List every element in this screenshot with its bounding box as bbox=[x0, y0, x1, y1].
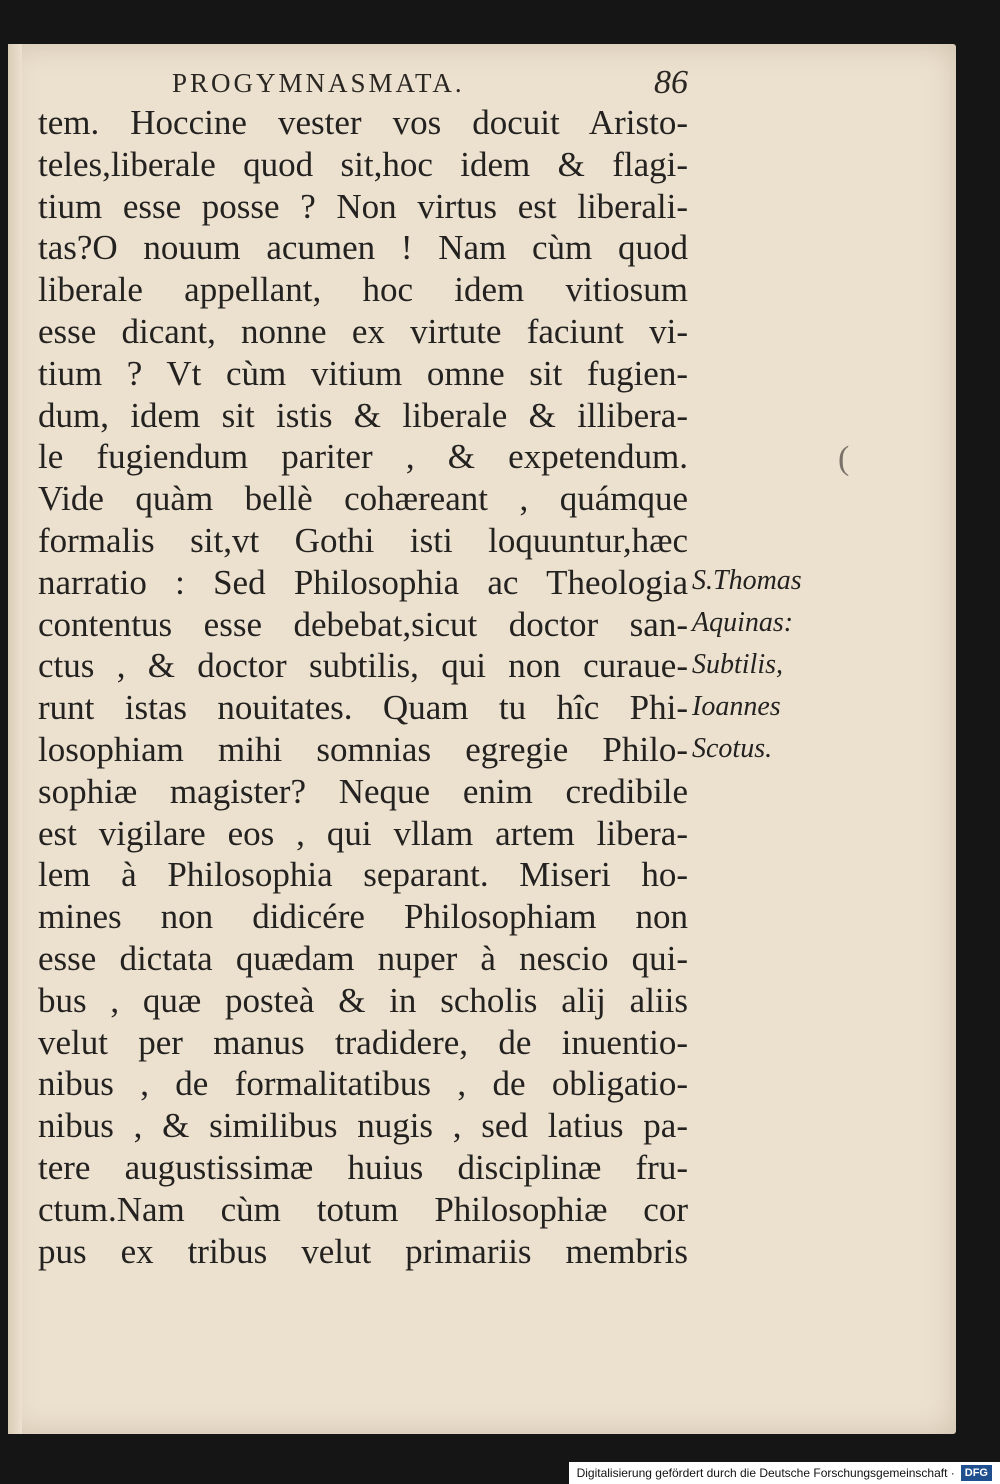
text-line: velut per manus tradidere, de inuentio- bbox=[38, 1022, 688, 1062]
digitization-credit bbox=[569, 1462, 1000, 1484]
text-line: ctus , & doctor subtilis, qui non curaue- bbox=[38, 646, 688, 686]
text-line: Vide quàm bellè cohæreant , quámque bbox=[38, 479, 688, 519]
text-line: losophiam mihi somnias egregie Philo- bbox=[38, 729, 688, 769]
text-line: runt istas nouitates. Quam tu hîc Phi- bbox=[38, 688, 688, 728]
dfg-logo: DFG bbox=[961, 1465, 992, 1481]
text-line: nibus , de formalitatibus , de obligatio- bbox=[38, 1064, 688, 1104]
text-line: sophiæ magister? Neque enim credibile bbox=[38, 771, 688, 811]
margin-note: Aquinas: bbox=[692, 607, 794, 638]
page-number: 86 bbox=[654, 64, 688, 101]
margin-note: Subtilis, bbox=[692, 649, 784, 680]
text-line: contentus esse debebat,sicut doctor san- bbox=[38, 604, 688, 644]
text-line: nibus , & similibus nugis , sed latius pa- bbox=[38, 1106, 688, 1146]
text-line: narratio : Sed Philosophia ac Theologia bbox=[38, 562, 688, 602]
text-line: esse dicant, nonne ex virtute faciunt vi- bbox=[38, 311, 688, 351]
text-line: tem. Hoccine vester vos docuit Aristo- bbox=[38, 103, 688, 142]
text-line: mines non didicére Philosophiam non bbox=[38, 897, 688, 937]
text-line: le fugiendum pariter , & expetendum. bbox=[38, 437, 688, 477]
text-line: tium esse posse ? Non virtus est liberali- bbox=[38, 186, 688, 226]
text-line: tere augustissimæ huius disciplinæ fru- bbox=[38, 1147, 688, 1187]
margin-note: S.Thomas bbox=[692, 565, 802, 596]
text-line: dum, idem sit istis & liberale & illibera- bbox=[38, 395, 688, 435]
text-line: bus , quæ posteà & in scholis alij aliis bbox=[38, 980, 688, 1020]
credit-text: Digitalisierung gefördert durch die Deutsche Forschungsgemeinschaft · bbox=[576, 1466, 955, 1480]
margin-note: Ioannes bbox=[692, 691, 781, 722]
text-line: pus ex tribus velut primariis membris bbox=[38, 1231, 688, 1271]
margin-notes bbox=[692, 560, 852, 770]
text-line: tas?O nouum acumen ! Nam cùm quod bbox=[38, 228, 688, 268]
running-header bbox=[172, 64, 688, 104]
margin-note: Scotus. bbox=[692, 733, 773, 764]
text-line: ctum.Nam cùm totum Philosophiæ cor bbox=[38, 1189, 688, 1229]
body-text bbox=[38, 102, 688, 1272]
page-gutter-edge bbox=[8, 44, 22, 1434]
text-line: teles,liberale quod sit,hoc idem & flagi- bbox=[38, 144, 688, 184]
text-line: formalis sit,vt Gothi isti loquuntur,hæc bbox=[38, 520, 688, 560]
text-line: lem à Philosophia separant. Miseri ho- bbox=[38, 855, 688, 895]
text-line: esse dictata quædam nuper à nescio qui- bbox=[38, 938, 688, 978]
text-line: tium ? Vt cùm vitium omne sit fugien- bbox=[38, 353, 688, 393]
margin-bracket-mark: ( bbox=[838, 440, 850, 477]
running-title: PROGYMNASMATA. bbox=[172, 68, 465, 98]
text-line: est vigilare eos , qui vllam artem libera- bbox=[38, 813, 688, 853]
text-line: liberale appellant, hoc idem vitiosum bbox=[38, 270, 688, 310]
